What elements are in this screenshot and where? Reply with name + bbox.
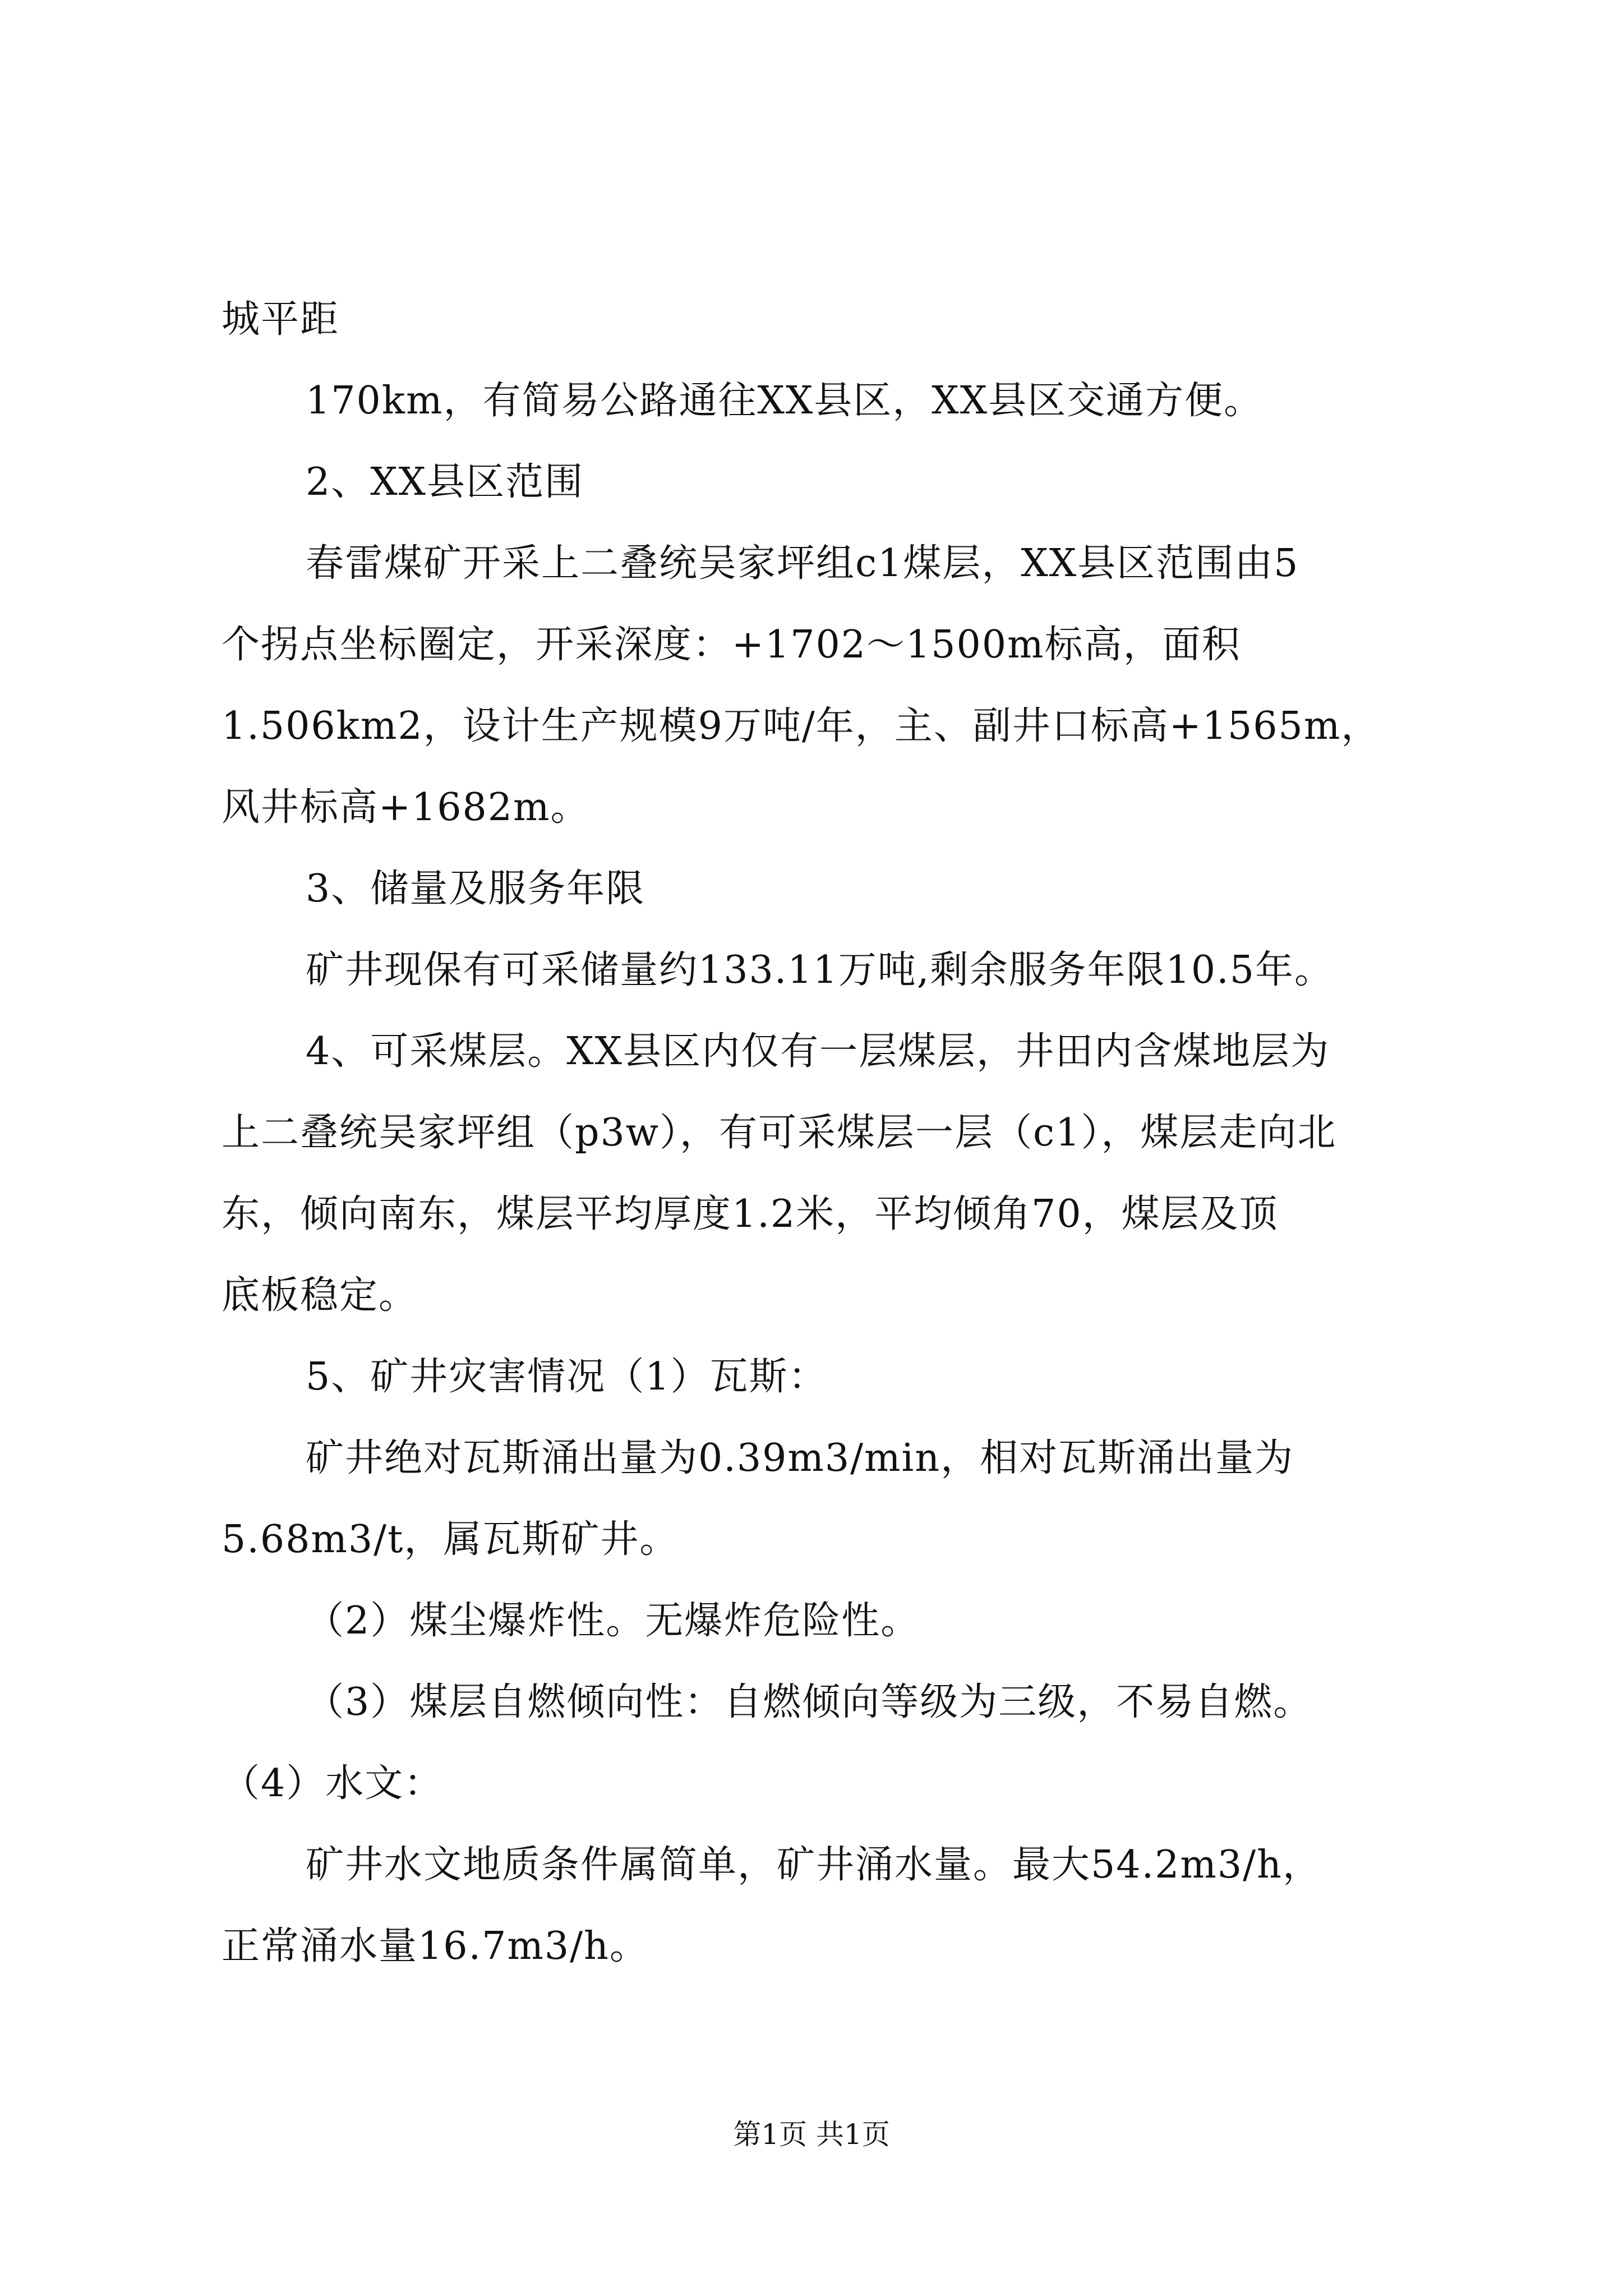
text-line: （4）水文： <box>222 1761 444 1806</box>
text-line: （3）煤层自燃倾向性：自燃倾向等级为三级，不易自燃。 <box>306 1680 1313 1724</box>
text-line: 5.68m3/t，属瓦斯矿井。 <box>222 1517 679 1562</box>
section-heading: 3、储量及服务年限 <box>306 867 645 911</box>
text-line: 个拐点坐标圈定，开采深度：+1702～1500m标高，面积 <box>222 623 1241 667</box>
text-line: 城平距 <box>222 297 340 342</box>
text-line: 矿井水文地质条件属简单，矿井涌水量。最大54.2m3/h， <box>306 1843 1322 1887</box>
section-heading: 5、矿井灾害情况（1）瓦斯： <box>306 1355 828 1399</box>
text-line: 东，倾向南东，煤层平均厚度1.2米，平均倾角70，煤层及顶 <box>222 1192 1279 1236</box>
text-line: 矿井绝对瓦斯涌出量为0.39m3/min，相对瓦斯涌出量为 <box>306 1436 1294 1480</box>
section-heading: 2、XX县区范围 <box>306 460 584 504</box>
text-line: 4、可采煤层。XX县区内仅有一层煤层，井田内含煤地层为 <box>306 1029 1330 1074</box>
text-line: 上二叠统吴家坪组（p3w），有可采煤层一层（c1），煤层走向北 <box>222 1111 1337 1155</box>
text-line: 底板稳定。 <box>222 1273 418 1318</box>
text-line: 春雷煤矿开采上二叠统吴家坪组c1煤层，XX县区范围由5 <box>306 541 1299 586</box>
text-line: 矿井现保有可采储量约133.11万吨,剩余服务年限10.5年。 <box>306 948 1334 992</box>
page-footer: 第1页 共1页 <box>733 2118 890 2151</box>
text-line: （2）煤尘爆炸性。无爆炸危险性。 <box>306 1599 920 1643</box>
text-line: 正常涌水量16.7m3/h。 <box>222 1924 649 1968</box>
text-line: 风井标高+1682m。 <box>222 785 590 830</box>
text-line: 1.506km2，设计生产规模9万吨/年，主、副井口标高+1565m， <box>222 704 1381 748</box>
text-line: 170km，有简易公路通往XX县区，XX县区交通方便。 <box>306 379 1264 423</box>
